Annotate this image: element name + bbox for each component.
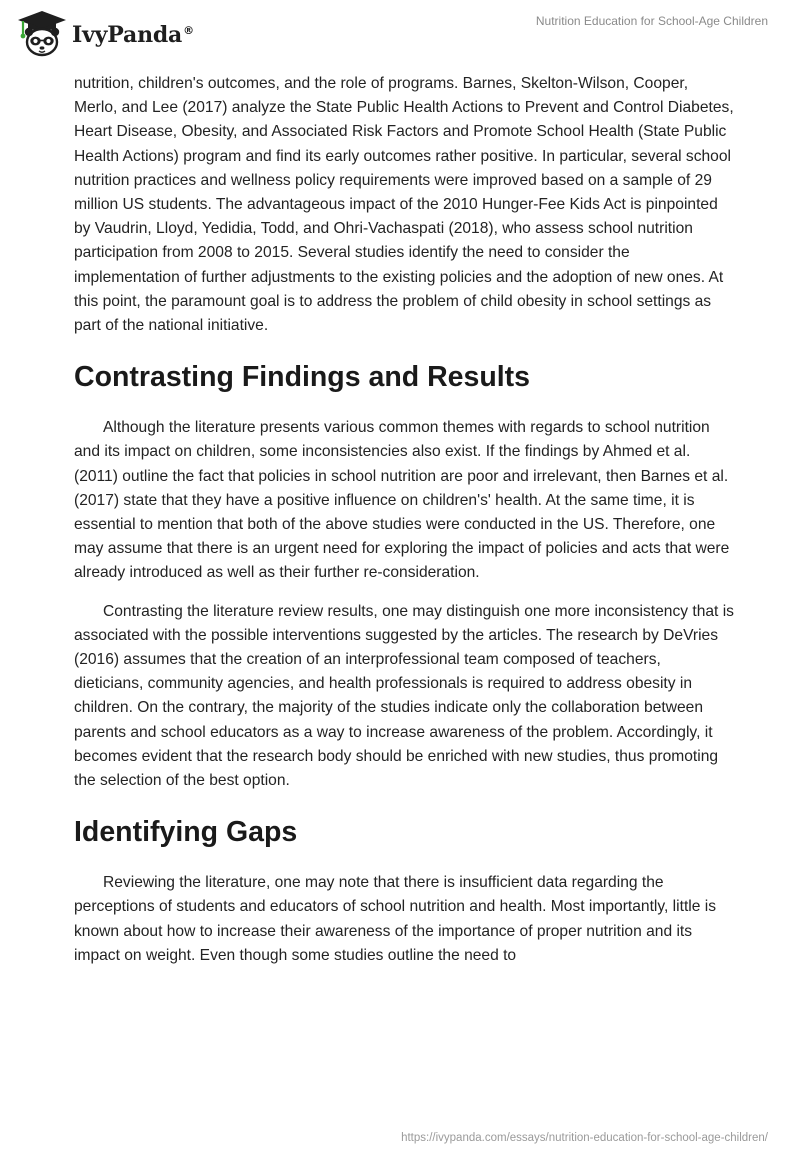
paragraph: Although the literature presents various common themes with regards to school nutrition and its impact on children, some inconsistencies also exist. If the findings by Ahmed et al. (2011) outline the fact that policies in school nutrition are poor and irrelevant, then Barnes et al. (2017) state that they have a positive influence on children's' health. At the same time, it is essential to mention that both of the above studies were conducted in the US. Therefore, one may assume that there is an urgent need for exploring the impact of policies and acts that were already introduced as well as their further re-consideration. xyxy=(74,419,730,582)
document-title: Nutrition Education for School-Age Children xyxy=(535,14,768,28)
heading-identifying-gaps: Identifying Gaps xyxy=(74,816,298,849)
paragraph: Contrasting the literature review results, one may distinguish one more inconsistency that is associated with the possible interventions suggested by the articles. The research by DeVries (2016) assumes that the creation of an interprofessional team composed of teachers, dieticians, community agencies, and health professionals is required to address obesity in children. On the contrary, the majority of the studies indicate only the collaboration between parents and school educators as a way to increase awareness of the problem. Accordingly, it becomes evident that the research body should be enriched with new studies, thus promoting the selection of the best option. xyxy=(74,602,734,790)
registered-mark: ® xyxy=(183,23,194,37)
heading-contrasting-findings: Contrasting Findings and Results xyxy=(74,361,531,394)
essay-content xyxy=(74,72,734,982)
source-url[interactable]: https://ivypanda.com/essays/nutrition-education-for-school-age-children/ xyxy=(401,1132,768,1144)
brand-name xyxy=(72,22,194,48)
brand-name-text: IvyPanda xyxy=(72,22,183,48)
page-header xyxy=(0,0,800,70)
panda-graduation-cap-icon xyxy=(14,9,70,59)
ivypanda-logo[interactable] xyxy=(14,9,194,59)
paragraph-continued: nutrition, children's outcomes, and the role of programs. Barnes, Skelton-Wilson, Cooper, Merlo, and Lee (2017) analyze the State Public Health Actions to Prevent and Control Diabetes, Heart Disease, Obesity, and Associated Risk Factors and Promote School Health (State Public Health Actions) program and find its early outcomes rather positive. In particular, several school nutrition practices and wellness policy requirements were improved based on a sample of 29 million US students. The advantageous impact of the 2010 Hunger-Fee Kids Act is pinpointed by Vaudrin, Lloyd, Yedidia, Todd, and Ohri-Vachaspati (2018), who assess school nutrition participation from 2008 to 2015. Several studies identify the need to consider the implementation of further adjustments to the existing policies and the adoption of new ones. At this point, the paramount goal is to address the problem of child obesity in school settings as part of the national initiative. xyxy=(74,75,734,335)
paragraph: Reviewing the literature, one may note that there is insufficient data regarding the perceptions of students and educators of school nutrition and health. Most importantly, little is known about how to increase their awareness of the importance of proper nutrition and its impact on weight. Even though some studies outline the need to xyxy=(74,874,717,964)
